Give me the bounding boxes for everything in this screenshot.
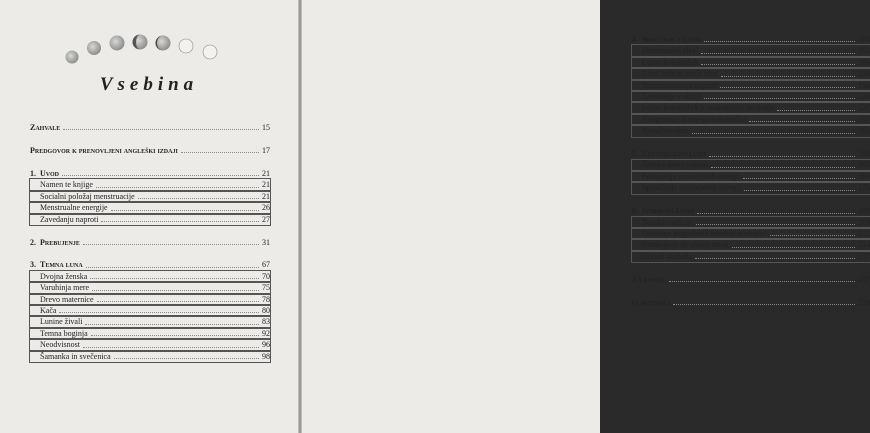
left-page — [0, 0, 298, 433]
dot-leader — [83, 347, 259, 348]
toc-section-entry — [30, 202, 270, 213]
dot-leader — [743, 178, 855, 179]
entry-title: Neodvisnost — [40, 340, 80, 350]
toc-section-entry — [30, 179, 270, 190]
page-number: 239 — [858, 297, 870, 307]
dot-leader — [777, 110, 855, 111]
dot-leader — [669, 281, 855, 282]
entry-title: Kača — [40, 306, 57, 316]
page-number: 209 — [858, 206, 870, 216]
toc-section-entry — [632, 57, 870, 68]
toc-section-entry — [632, 45, 870, 56]
toc-section-entry — [30, 351, 270, 362]
toc-chapter-entry — [632, 34, 870, 45]
entry-title: Cikel bele in rdeče lune — [642, 69, 718, 79]
toc-gap — [30, 248, 270, 260]
chapter-number: 4. — [632, 34, 638, 44]
toc-section-entry — [632, 228, 870, 239]
page-number: 67 — [262, 260, 270, 270]
page-number: 116 — [858, 80, 870, 90]
entry-title: Lunine živali — [40, 317, 83, 327]
page-number: 21 — [262, 191, 270, 201]
toc-chapter-entry — [30, 168, 270, 179]
entry-title: Drevo maternice — [40, 294, 94, 304]
toc-section-entry — [30, 328, 270, 339]
page-number: 21 — [262, 180, 270, 190]
toc-section-entry — [30, 294, 270, 305]
dot-leader — [704, 98, 855, 99]
chapter-number: 5. — [632, 149, 638, 159]
dot-leader — [720, 87, 855, 88]
entry-title: Nadaljnje delo — [642, 126, 689, 136]
dot-leader — [101, 221, 259, 222]
toc-chapter-entry — [30, 260, 270, 271]
toc-section-entry — [632, 251, 870, 262]
toc-section-entry — [30, 339, 270, 350]
entry-title: Ženska ustvarjalnost — [642, 160, 708, 170]
entry-title: Dvojna ženska — [40, 271, 88, 281]
page-number: 114 — [858, 69, 870, 79]
page-number: 78 — [262, 294, 270, 304]
entry-title: Menstrualni cikel — [642, 46, 699, 56]
entry-title: Menstrualne energije — [40, 203, 108, 213]
entry-title: Spiralna Luna — [642, 206, 695, 216]
toc-section-entry — [632, 68, 870, 79]
page-number: 83 — [262, 317, 270, 327]
entry-title: Obredi prehoda — [642, 251, 692, 261]
entry-title: Nadgradnja luninega koledarčka — [642, 114, 746, 124]
page-number: 21 — [262, 168, 270, 178]
toc-gap — [632, 137, 870, 149]
toc-chapter-entry — [632, 148, 870, 159]
entry-title: Usmerjanje in učenje otrok — [642, 240, 729, 250]
page-number: 15 — [262, 122, 270, 132]
toc-section-entry — [632, 91, 870, 102]
entry-title: O avtorici — [632, 297, 671, 307]
dot-leader — [721, 76, 855, 77]
entry-title: Temna luna — [40, 260, 83, 270]
dot-leader — [181, 152, 259, 153]
page-number: 27 — [262, 214, 270, 224]
entry-title: Varuhinja mere — [40, 283, 90, 293]
dot-leader — [673, 304, 855, 305]
dot-leader — [86, 267, 259, 268]
toc-chapter-entry — [632, 297, 870, 308]
dot-leader — [732, 247, 855, 248]
page-number: 175 — [858, 183, 870, 193]
entry-title: Socialni položaj menstruacije — [40, 191, 135, 201]
entry-title: Samozavedanju naproti — [642, 80, 718, 90]
page-number: 127 — [858, 103, 870, 113]
entry-title: Zavedanje v akciji — [642, 91, 702, 101]
toc-chapter-entry — [632, 205, 870, 216]
dot-leader — [96, 187, 259, 188]
toc-section-entry — [30, 282, 270, 293]
page-number: 217 — [858, 251, 870, 261]
page-number: 157 — [858, 114, 870, 124]
entry-title: Lunin koledarček v vsakdanjem življenju — [642, 103, 775, 113]
entry-title: Ženska tradicija — [642, 217, 694, 227]
toc-section-entry — [632, 182, 870, 193]
page-number: 237 — [858, 274, 870, 284]
page-number: 212 — [858, 229, 870, 239]
entry-title: Prebujanje ustvarjalnih energij — [642, 171, 741, 181]
page-number: 163 — [858, 160, 870, 170]
toc-gap — [30, 225, 270, 237]
entry-title: Lunin koledarček — [642, 57, 699, 67]
toc-gap — [30, 156, 270, 168]
dot-leader — [701, 53, 855, 54]
dot-leader — [114, 358, 259, 359]
page-number: 106 — [858, 57, 870, 67]
toc-gap — [632, 194, 870, 206]
chapter-number: 1. — [30, 168, 36, 178]
page-number: 103 — [858, 34, 870, 44]
toc-gap — [632, 285, 870, 297]
toc-section-entry — [632, 171, 870, 182]
dot-leader — [711, 167, 855, 168]
dot-leader — [91, 335, 259, 336]
toc-chapter-entry — [30, 145, 270, 156]
toc-section-entry — [632, 80, 870, 91]
page-number: 70 — [262, 271, 270, 281]
page-number: 161 — [858, 126, 870, 136]
page-number: 80 — [262, 306, 270, 316]
dot-leader — [744, 190, 855, 191]
page-number: 92 — [262, 328, 270, 338]
toc-chapter-entry — [30, 237, 270, 248]
entry-title: Temna boginja — [40, 328, 88, 338]
toc-section-entry — [30, 271, 270, 282]
entry-title: Predgovor k prenovljeni angleški izdaji — [30, 145, 178, 155]
dot-leader — [701, 64, 855, 65]
toc-section-entry — [632, 160, 870, 171]
toc-section-entry — [30, 191, 270, 202]
toc-section-entry — [632, 125, 870, 136]
entry-title: Namen te knjige — [40, 180, 93, 190]
entry-title: Prebujenje — [40, 237, 80, 247]
dot-leader — [92, 290, 259, 291]
dot-leader — [692, 133, 855, 134]
page-number: 103 — [858, 46, 870, 56]
dot-leader — [83, 244, 259, 245]
moon-phases-icon — [64, 34, 224, 68]
entry-title: Uvod — [40, 168, 59, 178]
dot-leader — [709, 156, 855, 157]
entry-title: Sproščanje ustvarjalnih energij — [642, 183, 741, 193]
toc-chapter-entry — [632, 274, 870, 285]
page-number: 169 — [858, 171, 870, 181]
dot-leader — [749, 121, 855, 122]
page-title: Vsebina — [99, 74, 199, 95]
dot-leader — [697, 213, 855, 214]
page-number: 98 — [262, 351, 270, 361]
dot-leader — [90, 278, 259, 279]
page-number: 75 — [262, 283, 270, 293]
page-number: 96 — [262, 340, 270, 350]
entry-title: Obujanje pogrešanih ženskih arhetipov — [642, 229, 768, 239]
toc-section-entry — [30, 214, 270, 225]
entry-title: Šamanka in svečenica — [40, 351, 111, 361]
entry-title: Ustvarjalna luna — [642, 149, 707, 159]
toc-section-entry — [632, 114, 870, 125]
dot-leader — [138, 198, 259, 199]
dot-leader — [97, 301, 259, 302]
toc-left-column — [30, 122, 270, 362]
page-number: 17 — [262, 145, 270, 155]
page-number: 214 — [858, 240, 870, 250]
dot-leader — [62, 175, 259, 176]
page-number: 163 — [858, 149, 870, 159]
toc-section-entry — [632, 239, 870, 250]
page-number: 209 — [858, 217, 870, 227]
dot-leader — [63, 129, 259, 130]
entry-title: Zahvale — [30, 122, 61, 132]
toc-right-column — [632, 34, 870, 308]
toc-section-entry — [30, 316, 270, 327]
chapter-number: 2. — [30, 237, 36, 247]
dot-leader — [111, 210, 259, 211]
dot-leader — [696, 224, 855, 225]
entry-title: Srečanje z Luno — [642, 34, 702, 44]
entry-title: Zavedanju naproti — [40, 214, 99, 224]
toc-section-entry — [632, 102, 870, 113]
chapter-number: 3. — [30, 260, 36, 270]
entry-title: Za konec — [632, 274, 666, 284]
chapter-number: 6. — [632, 206, 638, 216]
toc-gap — [632, 262, 870, 274]
dot-leader — [85, 324, 259, 325]
right-page — [302, 0, 870, 433]
toc-section-entry — [30, 305, 270, 316]
page-number: 26 — [262, 203, 270, 213]
dot-leader — [704, 41, 855, 42]
toc-section-entry — [632, 217, 870, 228]
dot-leader — [59, 312, 259, 313]
toc-gap — [30, 133, 270, 145]
dot-leader — [770, 235, 855, 236]
toc-chapter-entry — [30, 122, 270, 133]
page-number: 31 — [262, 237, 270, 247]
page-number: 124 — [858, 91, 870, 101]
dot-leader — [695, 258, 855, 259]
